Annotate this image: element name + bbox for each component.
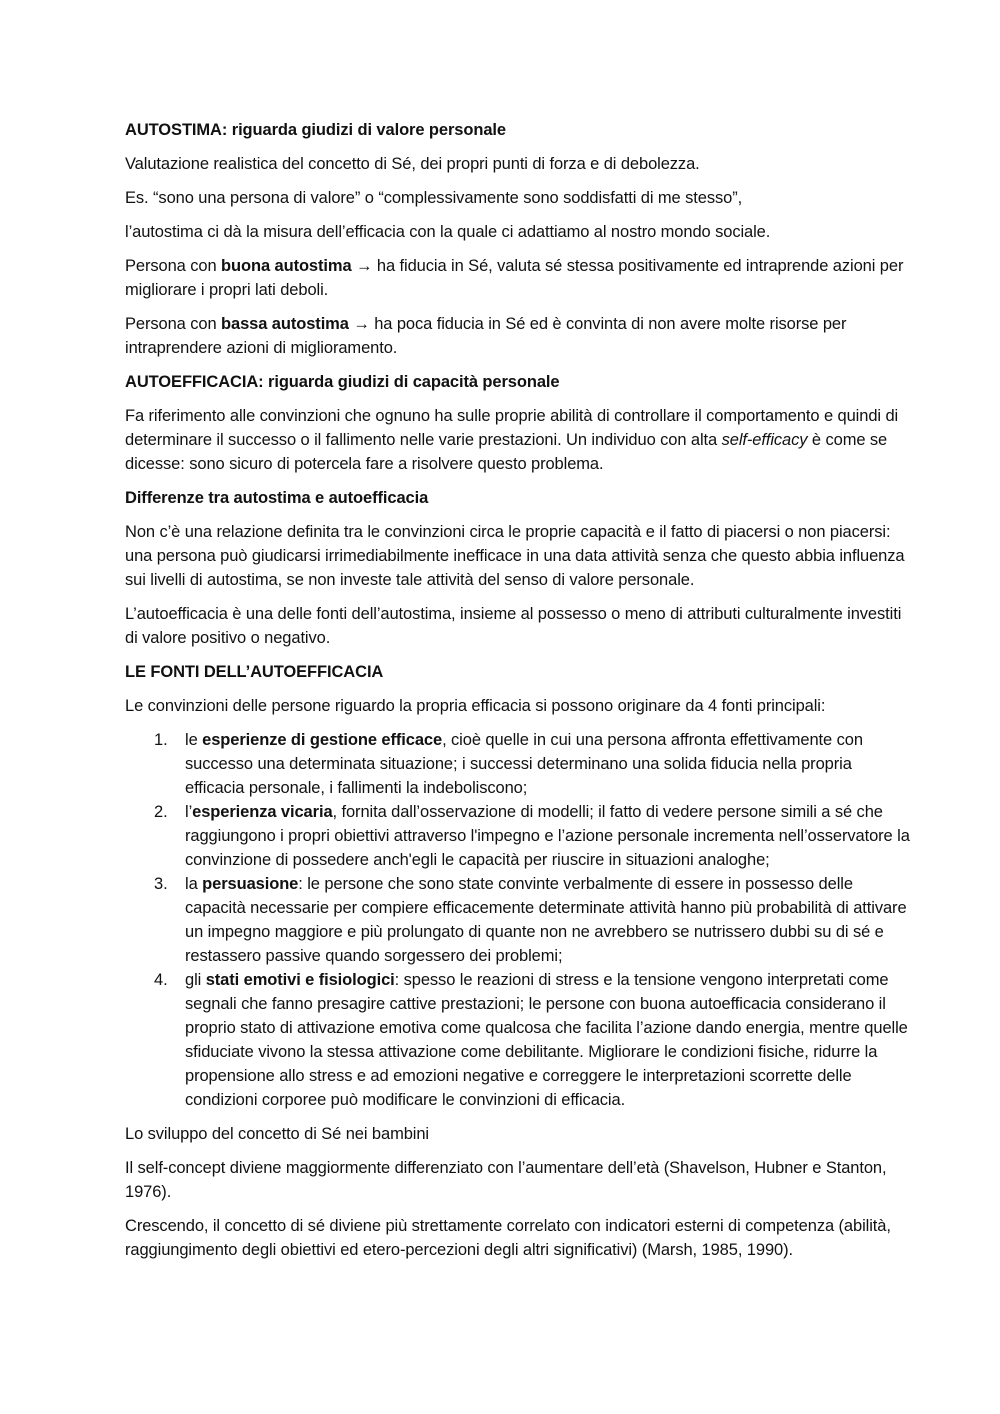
text-run: ha poca fiducia in Sé ed è convinta di non avere molte risorse per intraprendere azioni di miglioramento. bbox=[125, 315, 847, 357]
list-number: 1. bbox=[154, 731, 168, 749]
paragraph-esempio: Es. “sono una persona di valore” o “complessivamente sono soddisfatti di me stesso”, bbox=[125, 189, 743, 207]
text-run: Persona con bbox=[125, 257, 222, 275]
bold-term: persuasione bbox=[202, 875, 299, 893]
italic-term: self-efficacy bbox=[721, 431, 808, 449]
document-page bbox=[125, 118, 910, 1272]
heading-differenze: Differenze tra autostima e autoefficacia bbox=[125, 489, 429, 507]
paragraph-self-concept: Il self-concept diviene maggiormente differenziato con l’aumentare dell’età (Shavelson, Hubner e Stanton, 1976). bbox=[125, 1159, 887, 1201]
list-item bbox=[125, 800, 910, 872]
paragraph-fonti-intro: Le convinzioni delle persone riguardo la propria efficacia si possono originare da 4 fonti principali: bbox=[125, 697, 826, 715]
heading-autostima: AUTOSTIMA: riguarda giudizi di valore personale bbox=[125, 121, 506, 139]
heading-sviluppo: Lo sviluppo del concetto di Sé nei bambini bbox=[125, 1125, 429, 1143]
bold-term: esperienze di gestione efficace bbox=[202, 731, 443, 749]
text-run: l’ bbox=[185, 803, 193, 821]
bold-term: esperienza vicaria bbox=[192, 803, 333, 821]
paragraph-misura-efficacia: l’autostima ci dà la misura dell’efficacia con la quale ci adattiamo al nostro mondo sociale. bbox=[125, 223, 771, 241]
arrow-icon: → bbox=[353, 315, 370, 333]
sources-list bbox=[125, 728, 910, 1112]
text-run: : spesso le reazioni di stress e la tensione vengono interpretati come segnali che fanno presagire cattive prestazioni; le persone con buona autoefficacia considerano il proprio stato di attivazione emotiva come qualcosa che facilita l’azione dando energia, mentre quelle sfiduciate vivono la stessa attivazione come debilitante. Migliorare le condizioni fisiche, ridurre la propensione allo stress e ad emozioni negative e correggere le interpretazioni scorrette delle condizioni corporee può modificare le convinzioni di efficacia. bbox=[185, 971, 908, 1109]
paragraph-relazione: Non c’è una relazione definita tra le convinzioni circa le proprie capacità e il fatto di piacersi o non piacersi: una persona può giudicarsi irrimediabilmente inefficace in una data attività senza che questo abbia influenza sui livelli di autostima, se non investe tale attività del senso di valore personale. bbox=[125, 523, 905, 589]
text-run: Fa riferimento alle convinzioni che ognuno ha sulle proprie abilità di controllare il comportamento e quindi di determinare il successo o il fallimento nelle varie prestazioni. Un individuo con alta bbox=[125, 407, 899, 449]
text-run: è come se dicesse: sono sicuro di potercela fare a risolvere questo problema. bbox=[125, 431, 888, 473]
paragraph-fonte-autostima: L’autoefficacia è una delle fonti dell’autostima, insieme al possesso o meno di attributi culturalmente investiti di valore positivo o negativo. bbox=[125, 605, 902, 647]
list-number: 3. bbox=[154, 875, 168, 893]
paragraph-buona-autostima bbox=[125, 254, 910, 302]
text-run: le bbox=[185, 731, 203, 749]
paragraph-valutazione: Valutazione realistica del concetto di Sé, dei propri punti di forza e di debolezza. bbox=[125, 155, 700, 173]
heading-autoefficacia: AUTOEFFICACIA: riguarda giudizi di capacità personale bbox=[125, 373, 560, 391]
text-run: : le persone che sono state convinte verbalmente di essere in possesso delle capacità necessarie per compiere efficacemente determinate attività hanno più probabilità di attivare un impegno maggiore e più prolungato di quante non ne avrebbero se nutrissero dubbi su di sé e restassero passive quando sorgessero dei problemi; bbox=[185, 875, 907, 965]
list-number: 2. bbox=[154, 803, 168, 821]
text-run: , cioè quelle in cui una persona affronta effettivamente con successo una determinata situazione; i successi determinano una solida fiducia nella propria efficacia personale, i fallimenti la indeboliscono; bbox=[185, 731, 863, 797]
paragraph-riferimento bbox=[125, 404, 910, 476]
paragraph-bassa-autostima bbox=[125, 312, 910, 360]
paragraph-crescendo: Crescendo, il concetto di sé diviene più strettamente correlato con indicatori esterni di competenza (abilità, raggiungimento degli obiettivi ed etero-percezioni degli altri significativi) (Marsh, 1985, 1990). bbox=[125, 1217, 891, 1259]
list-number: 4. bbox=[154, 971, 168, 989]
list-item bbox=[125, 872, 910, 968]
arrow-icon: → bbox=[356, 257, 373, 275]
text-run: , fornita dall’osservazione di modelli; il fatto di vedere persone simili a sé che raggiungono i propri obiettivi attraverso l'impegno e l’azione personale incrementa nell’osservatore la convinzione di possedere anch'egli le capacità per riuscire in situazioni analoghe; bbox=[185, 803, 910, 869]
heading-fonti: LE FONTI DELL’AUTOEFFICACIA bbox=[125, 663, 384, 681]
text-run: ha fiducia in Sé, valuta sé stessa positivamente ed intraprende azioni per migliorare i propri lati deboli. bbox=[125, 257, 904, 299]
bold-term: buona autostima bbox=[221, 257, 352, 275]
bold-term: bassa autostima bbox=[221, 315, 349, 333]
text-run: Persona con bbox=[125, 315, 222, 333]
text-run: gli bbox=[185, 971, 206, 989]
text-run: la bbox=[185, 875, 203, 893]
bold-term: stati emotivi e fisiologici bbox=[205, 971, 395, 989]
list-item bbox=[125, 728, 910, 800]
list-item bbox=[125, 968, 910, 1112]
